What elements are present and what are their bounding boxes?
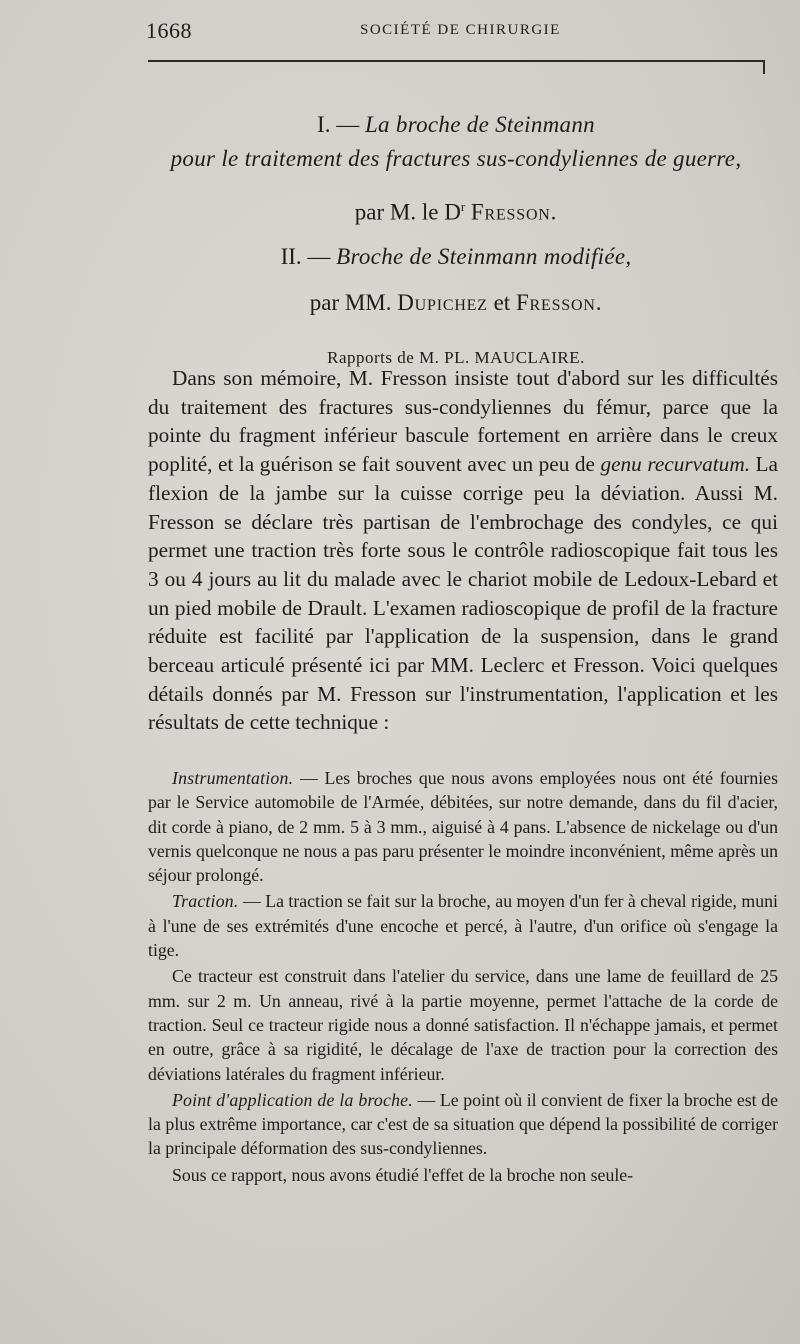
author-line-1 <box>148 190 764 230</box>
title-1-subtitle: pour le traitement des fractures sus-condyliennes de guerre, <box>170 146 742 171</box>
header-rule-end <box>763 60 765 74</box>
paragraph-rapport <box>148 1163 778 1187</box>
author-1-name: Fresson. <box>470 199 558 225</box>
text-rapport: Sous ce rapport, nous avons étudié l'effet de la broche non seule- <box>172 1164 634 1185</box>
author-1-prefix: par M. le D <box>354 199 461 225</box>
author-2-mid: et <box>493 289 511 315</box>
intro-text-1: Dans son mémoire, M. Fresson insiste tout d'abord sur les difficultés du traitement des fractures sus-condyliennes du fémur, parce que la pointe du fragment inférieur bascule fortement en arrière dans le creux poplité, et la guérison se fait souvent avec un peu de <box>148 366 778 477</box>
intro-italic: genu recurvatum. <box>600 452 751 477</box>
report-body <box>148 766 778 1187</box>
text-point-application: — Le point où il convient de fixer la broche est de la plus extrême importance, car c'est de sa situation que dépend la possibilité de corriger la principale déformation des sus-condyliennes. <box>148 1089 778 1159</box>
intro-text-2: La flexion de la jambe sur la cuisse corrige peu la déviation. Aussi M. Fresson se déclare très partisan de l'embrochage des condyles, ce qui permet une traction très forte sous le contrôle radioscopique fait tous les 3 ou 4 jours au lit du malade avec le chariot mobile de Ledoux-Lebard et un pied mobile de Drault. L'examen radioscopique de profil de la fracture réduite est facilité par l'application de la suspension, dans le grand berceau articulé présenté ici par MM. Leclerc et Fresson. Voici quelques détails donnés par M. Fresson sur l'instrumentation, l'application et les résultats de cette technique : <box>148 452 778 735</box>
header-rule <box>148 60 764 62</box>
page-number: 1668 <box>146 18 192 43</box>
author-line-2 <box>148 286 764 320</box>
intro-section <box>148 364 778 737</box>
title-1-text: La broche de Steinmann <box>364 112 595 137</box>
title-line-1 <box>148 108 764 142</box>
title-line-4 <box>148 240 764 274</box>
paragraph-traction <box>148 889 778 962</box>
author-2-prefix: par MM. <box>309 289 392 315</box>
title-1-number: I. — <box>317 112 360 137</box>
heading-point-application: Point d'application de la broche. <box>172 1089 413 1110</box>
article-titles <box>148 108 764 368</box>
paragraph-point-application <box>148 1088 778 1161</box>
text-traction: — La traction se fait sur la broche, au moyen d'un fer à cheval rigide, muni à l'une de ses extrémités d'une encoche et percé, à l'autre, d'un orifice où s'engage la tige. <box>148 891 778 961</box>
paragraph-tracteur <box>148 964 778 1085</box>
heading-traction: Traction. <box>172 891 239 912</box>
title-line-2 <box>148 142 764 176</box>
text-instrumentation: — Les broches que nous avons employées nous ont été fournies par le Service automobile de l'Armée, débitées, sur notre demande, dans du fil d'acier, dit corde à piano, de 2 mm. 5 à 3 mm., aiguisé à 4 pans. L'absence de nickelage ou d'un vernis quelconque ne nous a pas paru présenter le moindre inconvénient, même après un séjour prolongé. <box>148 768 778 886</box>
author-2-name-1: Dupichez <box>397 289 488 315</box>
author-1-sup: r <box>460 199 466 214</box>
paragraph-instrumentation <box>148 766 778 887</box>
journal-title: SOCIÉTÉ DE CHIRURGIE <box>360 22 561 38</box>
author-2-name-2: Fresson. <box>515 289 603 315</box>
report-line: Rapports de M. PL. MAUCLAIRE. <box>327 347 585 367</box>
intro-paragraph <box>148 364 778 737</box>
title-2-number: II. — <box>280 243 331 269</box>
text-tracteur: Ce tracteur est construit dans l'atelier du service, dans une lame de feuillard de 25 mm. sur 2 m. Un anneau, rivé à la partie moyenne, permet l'attache de la corde de traction. Seul ce tracteur rigide nous a donné satisfaction. Il n'échappe jamais, et permet en outre, grâce à sa rigidité, le décalage de l'axe de traction pour la correction des déviations latérales du fragment inférieur. <box>148 966 778 1084</box>
running-head <box>0 14 800 48</box>
heading-instrumentation: Instrumentation. <box>172 768 294 788</box>
title-2-text: Broche de Steinmann modifiée, <box>336 243 632 269</box>
